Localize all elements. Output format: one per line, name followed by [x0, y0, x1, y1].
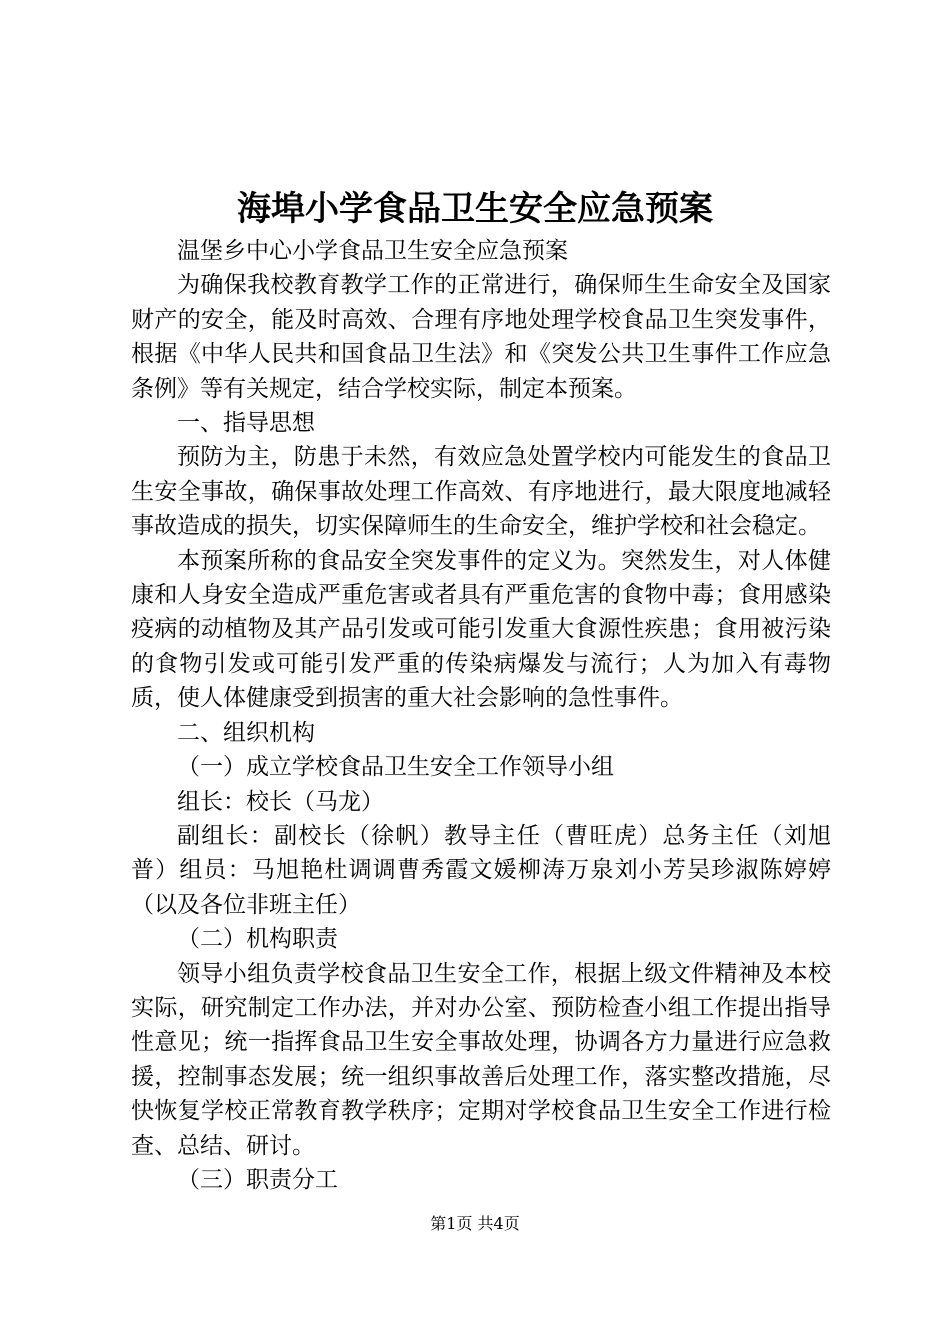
subheading-duties: （二）机构职责 — [177, 926, 338, 953]
page-number-footer: 第1页 共4页 — [430, 1214, 520, 1233]
paragraph-prevention: 预防为主，防患于未然，有效应急处置学校内可能发生的食品卫生安全事故，确保事故处理工作高效、有序地进行，最大限度地减轻事故造成的损失，切实保障师生的生命安全，维护学校和社会稳定。 — [131, 444, 831, 540]
paragraph-intro: 为确保我校教育教学工作的正常进行，确保师生生命安全及国家财产的安全，能及时高效、合理有序地处理学校食品卫生突发事件，根据《中华人民共和国食品卫生法》和《突发公共卫生事件工作应急条例》等有关规定，结合学校实际，制定本预案。 — [131, 272, 831, 402]
subheading-division-of-labor: （三）职责分工 — [177, 1166, 338, 1193]
paragraph-duties: 领导小组负责学校食品卫生安全工作，根据上级文件精神及本校实际，研究制定工作办法，并对办公室、预防检查小组工作提出指导性意见；统一指挥食品卫生安全事故处理，协调各方力量进行应急救援，控制事态发展；统一组织事故善后处理工作，落实整改措施，尽快恢复学校正常教育教学秩序；定期对学校食品卫生安全工作进行检查、总结、研讨。 — [131, 960, 831, 1159]
paragraph-group-leader: 组长：校长（马龙） — [177, 788, 384, 815]
paragraph-definition: 本预案所称的食品安全突发事件的定义为。突然发生，对人体健康和人身安全造成严重危害或者具有严重危害的食物中毒；食用感染疫病的动植物及其产品引发或可能引发重大食源性疾患；食用被污染的食物引发或可能引发严重的传染病爆发与流行；人为加入有毒物质，使人体健康受到损害的重大社会影响的急性事件。 — [131, 547, 831, 712]
document-title: 海埠小学食品卫生安全应急预案 — [237, 189, 713, 229]
heading-organization: 二、组织机构 — [177, 719, 315, 746]
subheading-leadership-group: （一）成立学校食品卫生安全工作领导小组 — [177, 754, 614, 781]
paragraph-deputy-leaders: 副组长：副校长（徐帆）教导主任（曹旺虎）总务主任（刘旭普）组员：马旭艳杜调调曹秀霞文媛柳涛万泉刘小芳吴珍淑陈婷婷（以及各位非班主任） — [131, 822, 831, 918]
paragraph-subtitle: 温堡乡中心小学食品卫生安全应急预案 — [177, 238, 568, 264]
heading-guiding-ideas: 一、指导思想 — [177, 410, 315, 437]
document-body — [131, 234, 831, 1197]
